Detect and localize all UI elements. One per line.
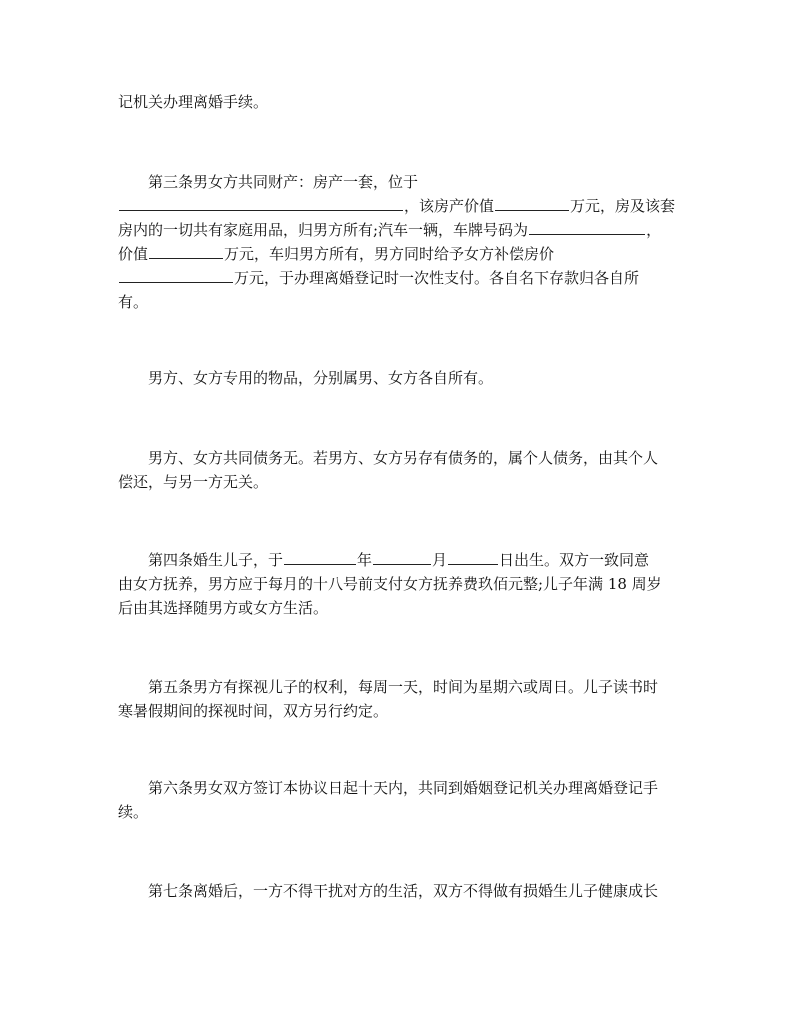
text-line: 由女方抚养，男方应于每月的十八号前支付女方抚养费玖佰元整;儿子年满 18 周岁 [118, 575, 662, 593]
fill-in-blank-birth-year [284, 549, 356, 565]
paragraph-article-5 [118, 675, 684, 723]
paragraph-article-4 [118, 548, 684, 620]
paragraph-continuation [118, 90, 684, 114]
text-line: 偿还，与另一方无关。 [118, 473, 269, 491]
text-span: 万元，车归男方所有，男方同时给予女方补偿房价 [224, 245, 555, 263]
text-span: ， [646, 221, 662, 239]
text-line [118, 366, 684, 390]
text-line [118, 548, 684, 572]
text-line [118, 170, 684, 194]
paragraph-debts [118, 446, 684, 494]
text-span: 月 [432, 551, 448, 569]
text-span: 男方、女方共同债务无。若男方、女方另存有债务的，属个人债务，由其个人 [148, 449, 659, 467]
text-line [118, 879, 684, 903]
text-line: 寒暑假期间的探视时间，双方另行约定。 [118, 702, 389, 720]
paragraph-personal-items [118, 366, 684, 390]
text-span: 日出生。双方一致同意 [499, 551, 650, 569]
text-span: 男方、女方专用的物品，分别属男、女方各自所有。 [148, 369, 494, 387]
fill-in-blank-house-value [495, 195, 569, 211]
text-span: 万元，房及该套 [570, 197, 676, 215]
paragraph-article-7 [118, 879, 684, 903]
fill-in-blank-address [119, 195, 403, 211]
text-line [118, 242, 684, 266]
text-span: 房内的一切共有家庭用品，归男方所有;汽车一辆，车牌号码为 [118, 221, 529, 239]
text-span: 第五条男方有探视儿子的权利，每周一天，时间为星期六或周日。儿子读书时 [148, 678, 659, 696]
text-line: 后由其选择随男方或女方生活。 [118, 599, 329, 617]
text-span: ，该房产价值 [404, 197, 495, 215]
text-span: 第六条男女双方签订本协议日起十天内，共同到婚姻登记机关办理离婚登记手 [148, 779, 659, 797]
text-span: 第四条婚生儿子，于 [148, 551, 284, 569]
fill-in-blank-compensation [119, 267, 233, 283]
paragraph-article-6 [118, 776, 684, 824]
text-line: 续。 [118, 803, 149, 821]
text-span: 万元，于办理离婚登记时一次性支付。各自名下存款归各自所 [234, 269, 640, 287]
text-line: 有。 [118, 293, 149, 311]
text-line [118, 194, 684, 218]
text-line [118, 266, 684, 290]
paragraph-article-3 [118, 170, 684, 314]
text-line: 记机关办理离婚手续。 [118, 93, 269, 111]
text-span: 第七条离婚后，一方不得干扰对方的生活，双方不得做有损婚生儿子健康成长 [148, 882, 659, 900]
fill-in-blank-birth-month [373, 549, 431, 565]
text-line [118, 446, 684, 470]
fill-in-blank-car-value [149, 243, 223, 259]
fill-in-blank-birth-day [448, 549, 498, 565]
text-line [118, 776, 684, 800]
text-line [118, 675, 684, 699]
text-span: 年 [357, 551, 373, 569]
text-span: 第三条男女方共同财产：房产一套，位于 [148, 173, 419, 191]
text-line [118, 218, 684, 242]
fill-in-blank-plate-number [529, 219, 645, 235]
text-span: 价值 [118, 245, 149, 263]
